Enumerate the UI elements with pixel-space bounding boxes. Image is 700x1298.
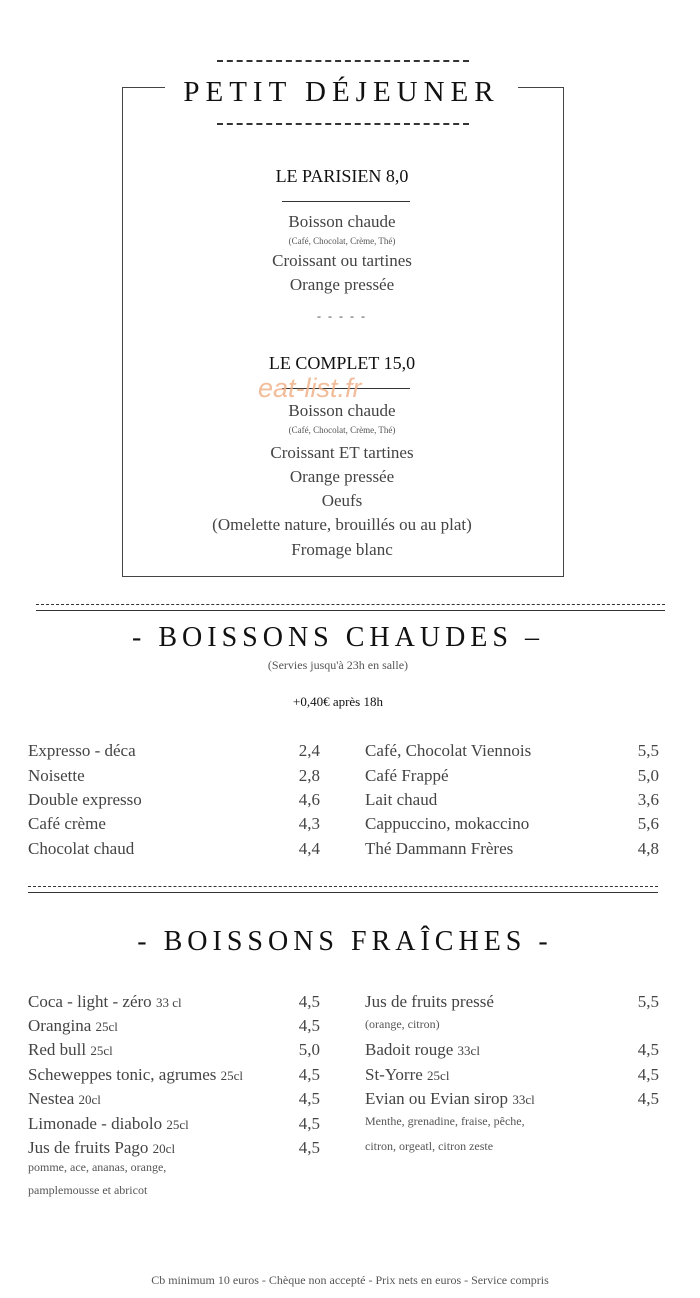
menu-item-note: pamplemousse et abricot (28, 1183, 148, 1197)
menu-item-size: 25cl (220, 1068, 244, 1083)
formula-item: Croissant ET tartines (270, 443, 414, 462)
evening-surcharge: +0,40€ après 18h (292, 694, 383, 709)
menu-item-note: pomme, ace, ananas, orange, (28, 1160, 167, 1174)
menu-item-price: 4,5 (298, 1138, 320, 1157)
menu-item-price: 4,5 (298, 1016, 320, 1035)
menu-item-size: 33 cl (155, 995, 182, 1010)
menu-item-size: 25cl (90, 1043, 113, 1058)
menu-item-name: St-Yorre 25cl (365, 1065, 450, 1084)
formula-item: Boisson chaude (288, 401, 396, 420)
menu-item-name: Evian ou Evian sirop 33cl (365, 1089, 535, 1108)
watermark-logo: eat-list.fr (258, 373, 362, 403)
menu-item-name: Orangina 25cl (28, 1016, 118, 1035)
menu-item-price: 5,5 (637, 992, 659, 1011)
hot-drinks-subtitle: (Servies jusqu'à 23h en salle) (267, 658, 409, 672)
breakfast-title: PETIT DÉJEUNER (165, 70, 518, 114)
menu-item-note: (orange, citron) (365, 1017, 440, 1031)
menu-item-name: Double expresso (28, 790, 142, 809)
menu-item-name: Nestea 20cl (28, 1089, 101, 1108)
menu-item-price: 2,4 (298, 741, 320, 760)
menu-item-size: 20cl (152, 1141, 176, 1156)
menu-item-name: Red bull 25cl (28, 1040, 113, 1059)
menu-item-size: 25cl (95, 1019, 118, 1034)
menu-item-price: 4,5 (637, 1089, 659, 1108)
menu-item-name: Expresso - déca (28, 741, 136, 760)
section-divider (36, 604, 665, 611)
menu-item-price: 5,5 (637, 741, 659, 760)
menu-item-price: 4,4 (298, 839, 320, 858)
menu-item-size: 20cl (78, 1092, 101, 1107)
menu-item-name: Scheweppes tonic, agrumes 25cl (28, 1065, 244, 1084)
menu-item-size: 33cl (457, 1043, 480, 1058)
menu-item-price: 4,6 (298, 790, 320, 809)
menu-item-name: Badoit rouge 33cl (365, 1040, 480, 1059)
menu-item-price: 5,6 (637, 814, 659, 833)
menu-item-name: Café, Chocolat Viennois (365, 741, 532, 760)
menu-item-note: Menthe, grenadine, fraise, pêche, (365, 1114, 525, 1128)
title-dashes-bottom (217, 123, 469, 125)
formula-rule (282, 201, 410, 202)
menu-item-price: 5,0 (298, 1040, 320, 1059)
menu-item-size: 25cl (427, 1068, 450, 1083)
menu-item-name: Thé Dammann Frères (365, 839, 514, 858)
formula-item: Fromage blanc (291, 540, 393, 559)
menu-item-price: 4,5 (637, 1040, 659, 1059)
formula-separator: - - - - - (317, 309, 367, 323)
menu-item-price: 4,5 (298, 1089, 320, 1108)
menu-item-price: 4,5 (637, 1065, 659, 1084)
menu-item-name: Coca - light - zéro 33 cl (28, 992, 182, 1011)
section-divider (28, 886, 658, 893)
cold-drinks-title: - BOISSONS FRAÎCHES - (137, 926, 553, 957)
menu-item-price: 2,8 (298, 766, 320, 785)
menu-item-price: 3,6 (637, 790, 659, 809)
formula-title-parisien: LE PARISIEN 8,0 (275, 166, 409, 186)
menu-item-name: Cappuccino, mokaccino (365, 814, 530, 833)
menu-item-name: Chocolat chaud (28, 839, 135, 858)
formula-item: Oeufs (321, 491, 363, 510)
formula-item: Orange pressée (289, 275, 395, 294)
menu-item-name: Limonade - diabolo 25cl (28, 1114, 189, 1133)
menu-item-price: 4,5 (298, 992, 320, 1011)
menu-item-name: Lait chaud (365, 790, 438, 809)
menu-item-price: 4,5 (298, 1114, 320, 1133)
formula-item-note: (Café, Chocolat, Crème, Thé) (288, 236, 396, 246)
menu-item-size: 33cl (512, 1092, 535, 1107)
formula-item: Croissant ou tartines (272, 251, 412, 270)
menu-item-price: 4,5 (298, 1065, 320, 1084)
menu-item-price: 4,8 (637, 839, 659, 858)
formula-item: Orange pressée (289, 467, 395, 486)
menu-item-name: Noisette (28, 766, 85, 785)
menu-item-name: Café Frappé (365, 766, 449, 785)
formula-title-complet: LE COMPLET 15,0 (268, 353, 416, 373)
menu-item-name: Café crème (28, 814, 106, 833)
formula-item: Boisson chaude (288, 212, 396, 231)
menu-item-note: citron, orgeatl, citron zeste (365, 1139, 494, 1153)
hot-drinks-title: - BOISSONS CHAUDES – (132, 622, 544, 653)
formula-item-note: (Café, Chocolat, Crème, Thé) (288, 425, 396, 435)
formula-item: (Omelette nature, brouillés ou au plat) (212, 515, 472, 534)
menu-item-price: 5,0 (637, 766, 659, 785)
menu-item-name: Jus de fruits Pago 20cl (28, 1138, 176, 1157)
title-dashes-top (217, 60, 469, 62)
menu-item-size: 25cl (166, 1117, 189, 1132)
menu-item-price: 4,3 (298, 814, 320, 833)
menu-item-name: Jus de fruits pressé (365, 992, 494, 1011)
footer-terms: Cb minimum 10 euros - Chèque non accepté - Prix nets en euros - Service compris (151, 1273, 549, 1287)
